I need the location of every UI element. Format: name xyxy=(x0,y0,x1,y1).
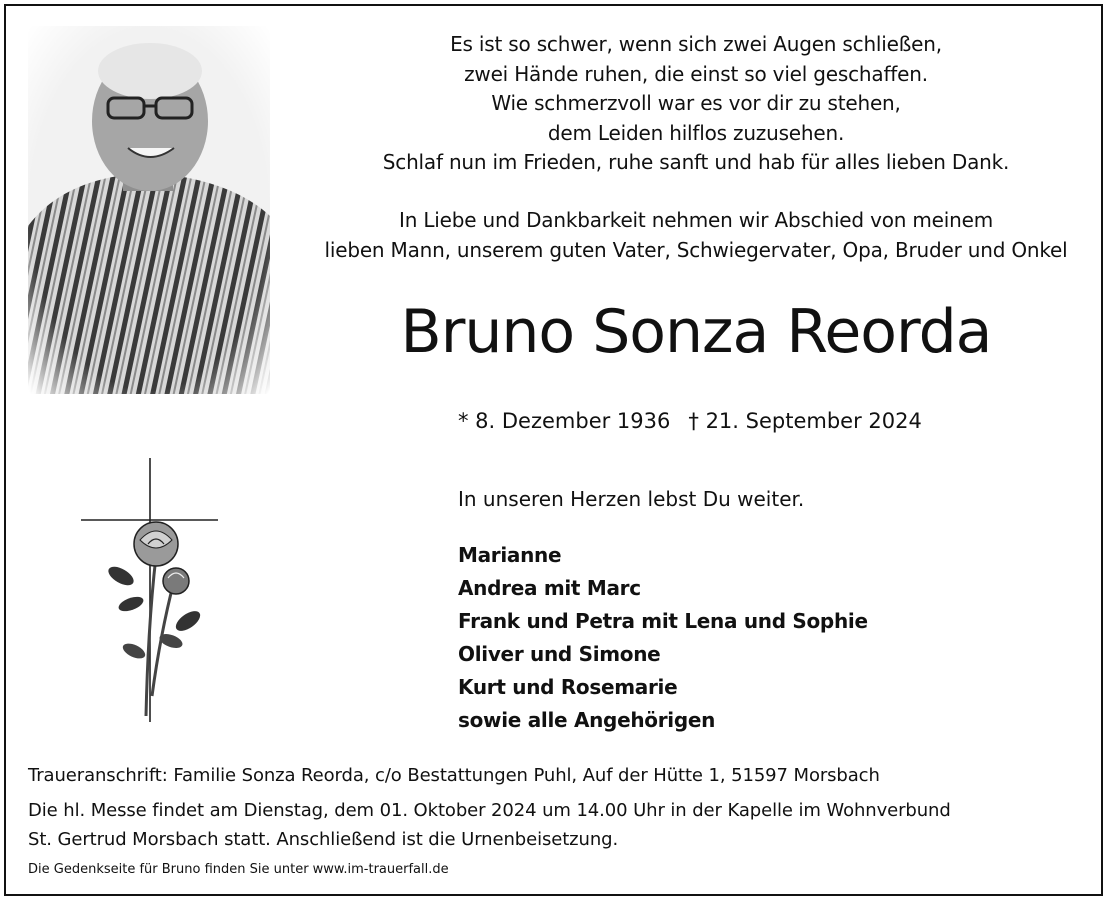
mourner: Kurt und Rosemarie xyxy=(458,675,678,699)
poem-line: dem Leiden hilflos zuzusehen. xyxy=(547,120,845,145)
deceased-name: Bruno Sonza Reorda xyxy=(400,297,992,367)
mourning-address: Traueranschrift: Familie Sonza Reorda, c/o Bestattungen Puhl, Auf der Hütte 1, 51597 Morsbach xyxy=(28,765,880,786)
poem-line: Wie schmerzvoll war es vor dir zu stehen, xyxy=(491,91,901,115)
portrait-photo xyxy=(28,26,270,394)
cross-and-rose-icon xyxy=(76,456,226,726)
obituary-notice xyxy=(4,4,1103,896)
poem xyxy=(336,30,1056,178)
mass-line: St. Gertrud Morsbach statt. Anschließend ist die Urnenbeisetzung. xyxy=(28,829,619,850)
life-dates xyxy=(458,406,922,436)
poem-line: Es ist so schwer, wenn sich zwei Augen schließen, xyxy=(450,32,942,56)
mourner: Oliver und Simone xyxy=(458,642,661,666)
motto: In unseren Herzen lebst Du weiter. xyxy=(458,487,805,511)
poem-line: Schlaf nun im Frieden, ruhe sanft und hab für alles lieben Dank. xyxy=(382,150,1010,174)
death-date: † 21. September 2024 xyxy=(688,409,922,433)
farewell-intro xyxy=(306,206,1086,265)
memorial-page-note: Die Gedenkseite für Bruno finden Sie unter www.im-trauerfall.de xyxy=(28,862,449,877)
birth-date: * 8. Dezember 1936 xyxy=(458,409,671,433)
intro-line: In Liebe und Dankbarkeit nehmen wir Abschied von meinem xyxy=(399,208,993,232)
mourner: sowie alle Angehörigen xyxy=(458,708,716,732)
mass-line: Die hl. Messe findet am Dienstag, dem 01. Oktober 2024 um 14.00 Uhr in der Kapelle im Wohnverbund xyxy=(28,800,951,821)
mourner: Marianne xyxy=(458,543,562,567)
mass-announcement xyxy=(28,796,1088,854)
mourners-list xyxy=(458,539,868,737)
mourner: Frank und Petra mit Lena und Sophie xyxy=(458,609,868,633)
intro-line: lieben Mann, unserem guten Vater, Schwiegervater, Opa, Bruder und Onkel xyxy=(324,237,1068,262)
poem-line: zwei Hände ruhen, die einst so viel geschaffen. xyxy=(464,61,928,86)
mourner: Andrea mit Marc xyxy=(458,576,641,600)
